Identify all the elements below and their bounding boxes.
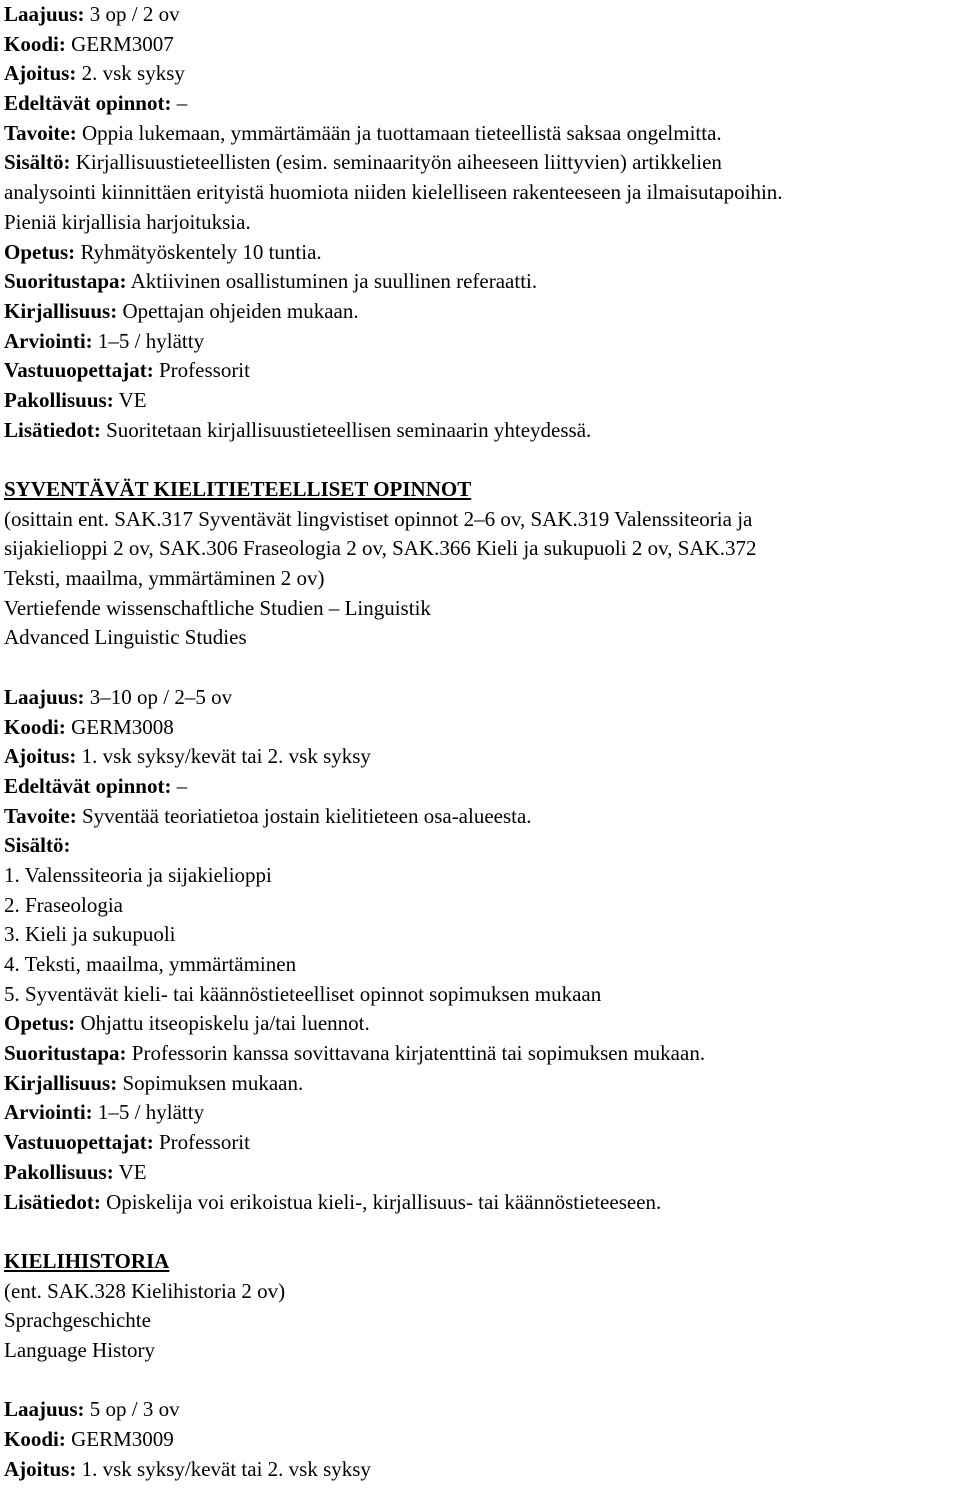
section-intro-kielihistoria xyxy=(4,1277,956,1366)
field-line xyxy=(4,1425,956,1455)
spacer xyxy=(4,653,956,683)
field-value: Pieniä kirjallisia harjoituksia. xyxy=(4,209,251,234)
field-value: Professorin kanssa sovittavana kirjatenttinä tai sopimuksen mukaan. xyxy=(126,1041,706,1066)
field-line xyxy=(4,1039,956,1069)
field-label: Sisältö: xyxy=(4,833,71,858)
course-block-germ3007 xyxy=(4,0,956,445)
course-block-germ3009 xyxy=(4,1395,956,1484)
spacer xyxy=(4,445,956,475)
field-label: Arviointi: xyxy=(4,328,93,353)
field-line xyxy=(4,297,956,327)
field-line xyxy=(4,208,956,238)
field-value: Kirjallisuustieteellisten (esim. seminaarityön aiheeseen liittyvien) artikkelien xyxy=(70,150,722,175)
field-label: Tavoite: xyxy=(4,120,77,145)
field-label: Lisätiedot: xyxy=(4,1189,101,1214)
field-line xyxy=(4,1098,956,1128)
field-value: GERM3008 xyxy=(65,714,174,739)
field-value: 1. vsk syksy/kevät tai 2. vsk syksy xyxy=(76,744,371,769)
field-label: Laajuus: xyxy=(4,684,85,709)
intro-line: Vertiefende wissenschaftliche Studien – Linguistik xyxy=(4,595,431,620)
field-label: Kirjallisuus: xyxy=(4,1070,118,1095)
field-line xyxy=(4,327,956,357)
field-value: – xyxy=(171,91,188,116)
field-line xyxy=(4,416,956,446)
field-label: Pakollisuus: xyxy=(4,387,114,412)
field-value: GERM3009 xyxy=(65,1427,174,1451)
field-line xyxy=(4,950,956,980)
field-line xyxy=(4,59,956,89)
field-value: Suoritetaan kirjallisuustieteellisen seminaarin yhteydessä. xyxy=(100,417,592,442)
field-label: Vastuuopettajat: xyxy=(4,358,154,383)
field-label: Edeltävät opinnot: xyxy=(4,91,172,116)
field-label: Ajoitus: xyxy=(4,1456,77,1481)
field-value: Opiskelija voi erikoistua kieli-, kirjallisuus- tai käännöstieteeseen. xyxy=(100,1189,662,1214)
field-value: 5. Syventävät kieli- tai käännöstieteelliset opinnot sopimuksen mukaan xyxy=(4,981,602,1006)
field-label: Koodi: xyxy=(4,31,66,56)
field-value: 1–5 / hylätty xyxy=(92,328,205,353)
field-line xyxy=(4,1009,956,1039)
field-value: 1. Valenssiteoria ja sijakielioppi xyxy=(4,862,272,887)
intro-line: (osittain ent. SAK.317 Syventävät lingvistiset opinnot 2–6 ov, SAK.319 Valenssiteoria ja xyxy=(4,506,753,531)
field-label: Pakollisuus: xyxy=(4,1159,114,1184)
field-label: Koodi: xyxy=(4,714,66,739)
field-label: Ajoitus: xyxy=(4,61,77,86)
field-value: Oppia lukemaan, ymmärtämään ja tuottamaan tieteellistä saksaa ongelmitta. xyxy=(76,120,722,145)
field-line xyxy=(4,1158,956,1188)
field-value: 1. vsk syksy/kevät tai 2. vsk syksy xyxy=(76,1456,371,1481)
field-label: Opetus: xyxy=(4,1011,76,1036)
intro-line: (ent. SAK.328 Kielihistoria 2 ov) xyxy=(4,1278,286,1303)
field-value: 2. vsk syksy xyxy=(76,61,185,86)
field-line xyxy=(4,1128,956,1158)
field-line xyxy=(4,119,956,149)
field-line xyxy=(4,802,956,832)
course-block-germ3008 xyxy=(4,683,956,1217)
field-value: GERM3007 xyxy=(65,31,174,56)
field-line xyxy=(4,891,956,921)
field-line xyxy=(4,386,956,416)
field-value: VE xyxy=(113,1159,147,1184)
field-value: Sopimuksen mukaan. xyxy=(117,1070,304,1095)
field-line xyxy=(4,238,956,268)
field-value: – xyxy=(171,773,188,798)
field-label: Opetus: xyxy=(4,239,76,264)
field-label: Suoritustapa: xyxy=(4,269,127,294)
field-line xyxy=(4,742,956,772)
field-line xyxy=(4,178,956,208)
field-line xyxy=(4,30,956,60)
field-line xyxy=(4,920,956,950)
field-line xyxy=(4,1455,956,1485)
field-value: analysointi kiinnittäen erityistä huomiota niiden kielelliseen rakenteeseen ja ilmaisutapoihin. xyxy=(4,180,783,205)
field-label: Ajoitus: xyxy=(4,744,77,769)
field-line xyxy=(4,772,956,802)
field-line xyxy=(4,861,956,891)
field-line xyxy=(4,713,956,743)
field-line xyxy=(4,148,956,178)
spacer xyxy=(4,1217,956,1247)
section-heading-syventavat: SYVENTÄVÄT KIELITIETEELLISET OPINNOT xyxy=(4,477,472,501)
field-label: Lisätiedot: xyxy=(4,417,101,442)
spacer xyxy=(4,1366,956,1396)
field-label: Kirjallisuus: xyxy=(4,298,118,323)
field-value: Professorit xyxy=(153,1130,250,1155)
field-line xyxy=(4,267,956,297)
field-value: 3–10 op / 2–5 ov xyxy=(84,684,233,709)
field-value: Ohjattu itseopiskelu ja/tai luennot. xyxy=(75,1011,370,1036)
field-value: 3 op / 2 ov xyxy=(84,2,180,26)
field-label: Sisältö: xyxy=(4,150,71,175)
field-line xyxy=(4,89,956,119)
field-label: Suoritustapa: xyxy=(4,1041,127,1066)
field-label: Edeltävät opinnot: xyxy=(4,773,172,798)
field-label: Arviointi: xyxy=(4,1100,93,1125)
field-value: Aktiivinen osallistuminen ja suullinen referaatti. xyxy=(126,269,538,294)
field-value: 5 op / 3 ov xyxy=(84,1397,180,1422)
field-value: VE xyxy=(113,387,147,412)
intro-line: Sprachgeschichte xyxy=(4,1308,151,1333)
field-line xyxy=(4,1395,956,1425)
field-line xyxy=(4,683,956,713)
field-label: Laajuus: xyxy=(4,1397,85,1422)
field-line xyxy=(4,0,956,30)
field-line xyxy=(4,1188,956,1218)
field-label: Vastuuopettajat: xyxy=(4,1130,154,1155)
field-value: Syventää teoriatietoa jostain kielitieteen osa-alueesta. xyxy=(76,803,532,828)
field-value: Professorit xyxy=(153,358,250,383)
intro-line: Advanced Linguistic Studies xyxy=(4,625,247,650)
field-label: Koodi: xyxy=(4,1427,66,1451)
field-line xyxy=(4,356,956,386)
field-value: 3. Kieli ja sukupuoli xyxy=(4,922,176,947)
section-intro-syventavat xyxy=(4,505,956,653)
field-line xyxy=(4,1069,956,1099)
intro-line: Teksti, maailma, ymmärtäminen 2 ov) xyxy=(4,566,325,591)
section-heading-kielihistoria: KIELIHISTORIA xyxy=(4,1248,170,1273)
field-value: 2. Fraseologia xyxy=(4,892,123,917)
field-value: 1–5 / hylätty xyxy=(92,1100,205,1125)
field-label: Laajuus: xyxy=(4,2,85,26)
field-value: 4. Teksti, maailma, ymmärtäminen xyxy=(4,952,297,976)
field-label: Tavoite: xyxy=(4,803,77,828)
field-line xyxy=(4,831,956,861)
field-value: Ryhmätyöskentely 10 tuntia. xyxy=(75,239,322,264)
intro-line: Language History xyxy=(4,1337,156,1362)
intro-line: sijakielioppi 2 ov, SAK.306 Fraseologia 2 ov, SAK.366 Kieli ja sukupuoli 2 ov, SAK.372 xyxy=(4,536,757,561)
field-line xyxy=(4,980,956,1010)
field-value: Opettajan ohjeiden mukaan. xyxy=(117,298,359,323)
